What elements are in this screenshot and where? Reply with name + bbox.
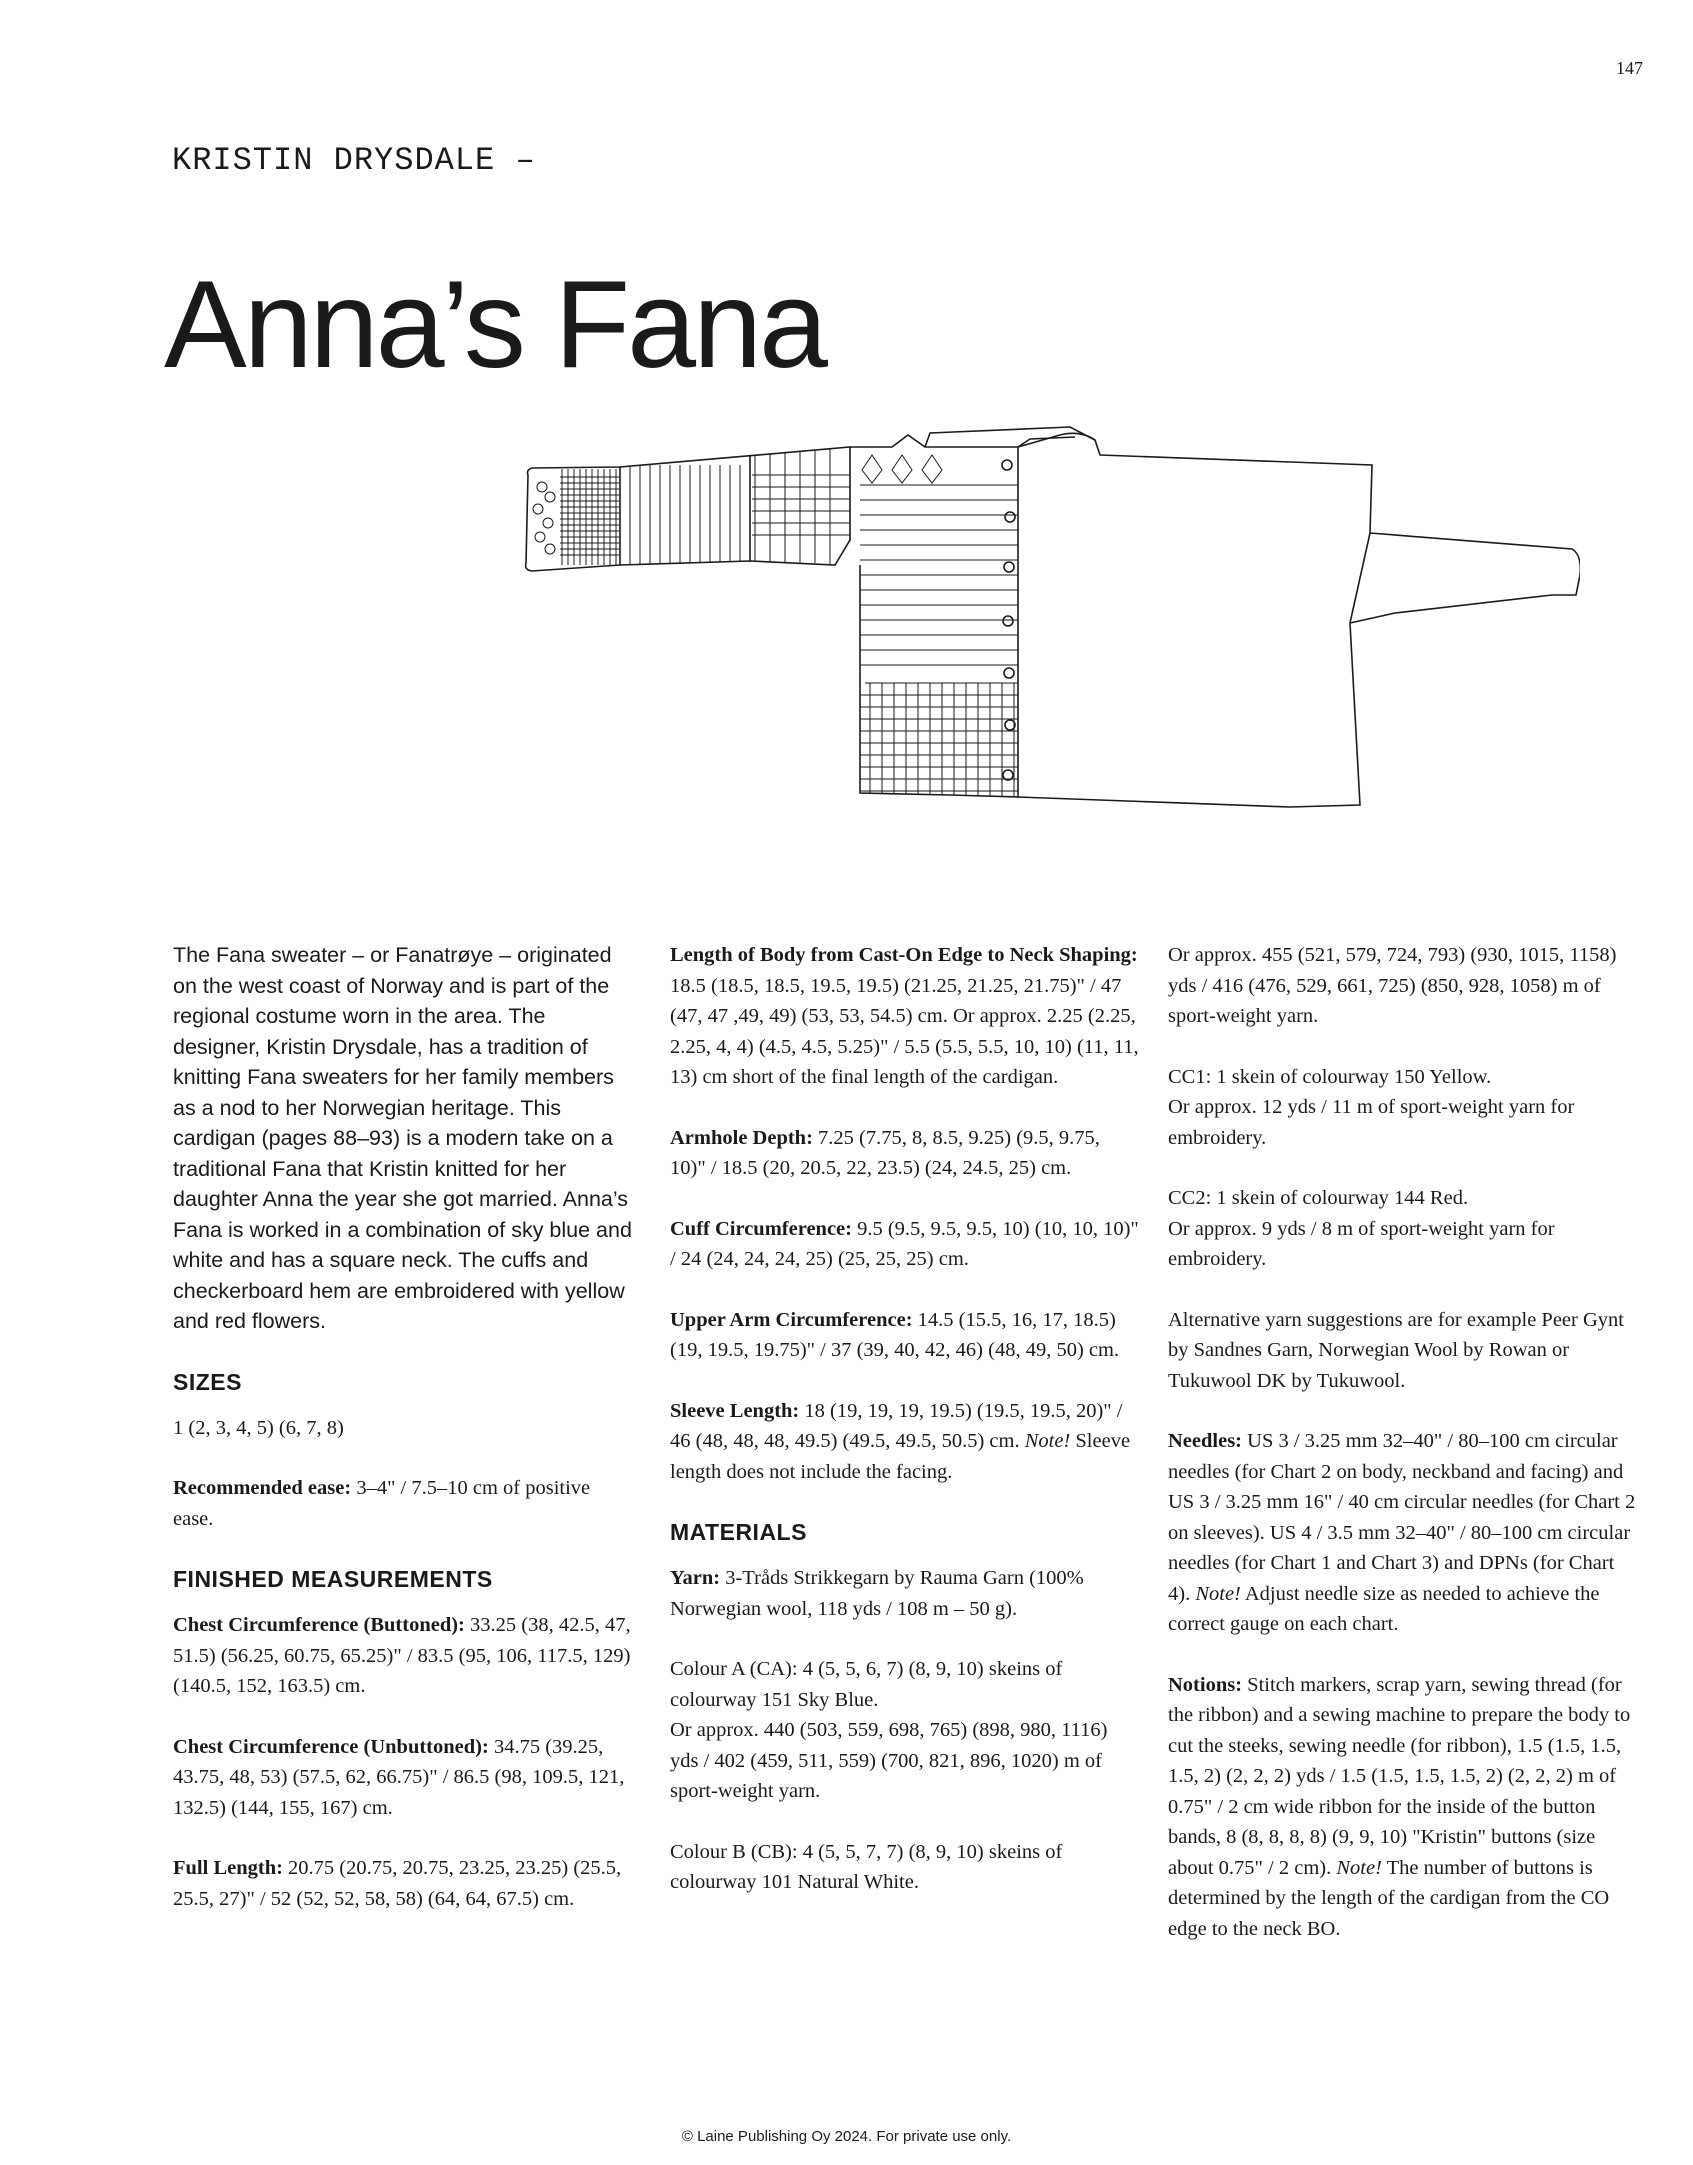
upper-arm-label: Upper Arm Circumference: [670, 1308, 913, 1331]
sleeve-label: Sleeve Length: [670, 1399, 800, 1422]
colour-b-yardage: Or approx. 455 (521, 579, 724, 793) (930, 1015, 1158) yds / 416 (476, 529, 661, 725) (850, 928, 1058) m of sport-weight yarn. [1168, 944, 1617, 1027]
sizes-list: 1 (2, 3, 4, 5) (6, 7, 8) [173, 1416, 344, 1439]
yarn-value: 3-Tråds Strikkegarn by Rauma Garn (100% Norwegian wool, 118 yds / 108 m – 50 g). [670, 1567, 1084, 1620]
sleeve-value: 18 (19, 19, 19, 19.5) (19.5, 19.5, 20)" / 46 (48, 48, 48, 49.5) (49.5, 49.5, 50.5) cm. [670, 1399, 1123, 1452]
column-2 [670, 940, 1140, 1928]
page-number: 147 [1616, 58, 1643, 78]
sleeve-length [670, 1396, 1140, 1488]
cc2 [1168, 1183, 1640, 1275]
colour-a-yardage: Or approx. 440 (503, 559, 698, 765) (898, 980, 1116) yds / 402 (459, 511, 559) (700, 821, 896, 1020) m of sport-weight yarn. [670, 1719, 1108, 1802]
needles-note-label: Note! [1195, 1582, 1241, 1605]
full-length [173, 1853, 633, 1914]
notions-label: Notions: [1168, 1673, 1243, 1696]
cc2-yardage: Or approx. 9 yds / 8 m of sport-weight yarn for embroidery. [1168, 1217, 1555, 1270]
cardigan-illustration [520, 425, 1580, 825]
needles-note-value: Adjust needle size as needed to achieve the correct gauge on each chart. [1168, 1582, 1600, 1635]
armhole-depth [670, 1123, 1140, 1184]
colour-a [670, 1654, 1140, 1807]
colour-b [670, 1837, 1140, 1898]
cuff-value: 9.5 (9.5, 9.5, 9.5, 10) (10, 10, 10)" / 24 (24, 24, 24, 25) (25, 25, 25) cm. [670, 1217, 1139, 1270]
ease-value: 3–4" / 7.5–10 cm of positive ease. [173, 1477, 591, 1530]
needles-label: Needles: [1168, 1430, 1243, 1452]
armhole-value: 7.25 (7.75, 8, 8.5, 9.25) (9.5, 9.75, 10)" / 18.5 (20, 20.5, 22, 23.5) (24, 24.5, 25) cm. [670, 1126, 1100, 1179]
page-title: Anna’s Fana [164, 256, 825, 395]
chest-buttoned-label: Chest Circumference (Buttoned): [173, 1614, 465, 1636]
needles [1168, 1426, 1640, 1640]
full-length-label: Full Length: [173, 1857, 283, 1879]
chest-unbuttoned-label: Chest Circumference (Unbuttoned): [173, 1735, 489, 1758]
colour-a-skeins: Colour A (CA): 4 (5, 5, 6, 7) (8, 9, 10) skeins of colourway 151 Sky Blue. [670, 1658, 1063, 1711]
designer-name: KRISTIN DRYSDALE – [172, 142, 536, 179]
yarn-label: Yarn: [670, 1567, 721, 1589]
chest-buttoned [173, 1610, 633, 1702]
ease-label: Recommended ease: [173, 1477, 352, 1499]
cc1-yardage: Or approx. 12 yds / 11 m of sport-weight yarn for embroidery. [1168, 1096, 1575, 1149]
intro-paragraph: The Fana sweater – or Fanatrøye – originated on the west coast of Norway and is part of the regional costume worn in the area. The designer, Kristin Drysdale, has a tradition of knitting Fana sweaters for her family members as a nod to her Norwegian heritage. This cardigan (pages 88–93) is a modern take on a traditional Fana that Kristin knitted for her daughter Anna the year she got married. Anna’s Fana is worked in a combination of sky blue and white and has a square neck. The cuffs and checkerboard hem are embroidered with yellow and red flowers. [173, 943, 632, 1333]
sleeve-note-value: Sleeve length does not include the facing. [670, 1430, 1131, 1483]
upper-arm-circumference [670, 1305, 1140, 1366]
needles-value: US 3 / 3.25 mm 32–40" / 80–100 cm circular needles (for Chart 2 on body, neckband and facing) and US 3 / 3.25 mm 16" / 40 cm circular needles (for Chart 2 on sleeves). US 4 / 3.5 mm 32–40" / 80–100 cm circular needles (for Chart 1 and Chart 3) and DPNs (for Chart 4). [1168, 1430, 1636, 1605]
full-length-value: 20.75 (20.75, 20.75, 23.25, 23.25) (25.5, 25.5, 27)" / 52 (52, 52, 58, 58) (64, 64, 67.5) cm. [173, 1857, 622, 1910]
chest-buttoned-value: 33.25 (38, 42.5, 47, 51.5) (56.25, 60.75, 65.25)" / 83.5 (95, 106, 117.5, 129) (140.5, 152, 163.5) cm. [173, 1614, 631, 1697]
cc2-skein: CC2: 1 skein of colourway 144 Red. [1168, 1187, 1469, 1209]
copyright-footer: © Laine Publishing Oy 2024. For private use only. [681, 2128, 1012, 2145]
notions-note-value: The number of buttons is determined by the length of the cardigan from the CO edge to the neck BO. [1168, 1856, 1610, 1940]
notions-note-label: Note! [1336, 1856, 1382, 1879]
colour-b-skeins: Colour B (CB): 4 (5, 5, 7, 7) (8, 9, 10) skeins of colourway 101 Natural White. [670, 1840, 1063, 1893]
chest-unbuttoned [173, 1732, 633, 1824]
notions-value: Stitch markers, scrap yarn, sewing thread (for the ribbon) and a sewing machine to prepare the body to cut the steeks, sewing needle (for ribbon), 1.5 (1.5, 1.5, 1.5, 2) (2, 2, 2) yds / 1.5 (1.5, 1.5, 1.5, 2) (2, 2, 2) m of 0.75" / 2 cm wide ribbon for the inside of the button bands, 8 (8, 8, 8, 8) (9, 9, 10) "Kristin" buttons (size about 0.75" / 2 cm). [1168, 1673, 1631, 1879]
cc1 [1168, 1062, 1640, 1154]
materials-heading: MATERIALS [670, 1519, 807, 1545]
alternative-yarns: Alternative yarn suggestions are for example Peer Gynt by Sandnes Garn, Norwegian Wool by Rowan or Tukuwool DK by Tukuwool. [1168, 1308, 1624, 1392]
sleeve-note-label: Note! [1024, 1430, 1071, 1452]
notions [1168, 1670, 1640, 1945]
armhole-label: Armhole Depth: [670, 1126, 813, 1149]
sizes-heading: SIZES [173, 1368, 242, 1395]
column-1 [173, 940, 633, 1944]
recommended-ease [173, 1473, 633, 1534]
upper-arm-value: 14.5 (15.5, 16, 17, 18.5) (19, 19.5, 19.75)" / 37 (39, 40, 42, 46) (48, 49, 50) cm. [670, 1308, 1120, 1361]
body-length [670, 940, 1140, 1093]
cuff-label: Cuff Circumference: [670, 1217, 852, 1240]
finished-measurements-heading: FINISHED MEASUREMENTS [173, 1566, 493, 1592]
chest-unbuttoned-value: 34.75 (39.25, 43.75, 48, 53) (57.5, 62, 66.75)" / 86.5 (98, 109.5, 121, 132.5) (144, 155, 167) cm. [173, 1735, 625, 1819]
cuff-circumference [670, 1214, 1140, 1275]
cuff-checker [560, 469, 620, 565]
yarn [670, 1563, 1140, 1624]
body-length-value: 18.5 (18.5, 18.5, 19.5, 19.5) (21.25, 21.25, 21.75)" / 47 (47, 47 ,49, 49) (53, 53, 54.5) cm. Or approx. 2.25 (2.25, 2.25, 4, 4) (4.5, 4.5, 5.25)" / 5.5 (5.5, 5.5, 10, 10) (11, 11, 13) cm short of the final length of the cardigan. [670, 974, 1139, 1088]
column-3 [1168, 940, 1640, 1974]
body-length-label: Length of Body from Cast-On Edge to Neck Shaping: [670, 944, 1138, 966]
cc1-skein: CC1: 1 skein of colourway 150 Yellow. [1168, 1065, 1492, 1088]
